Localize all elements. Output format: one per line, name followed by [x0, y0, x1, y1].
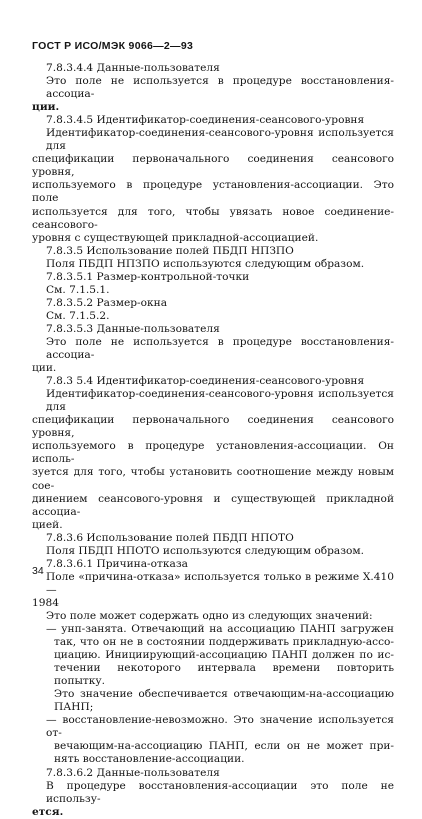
paragraph-line: Это поле не используется в процедуре восстановления-ассоциа- [46, 75, 394, 101]
paragraph-line: Поля ПБДП НПОТО используются следующим образом. [46, 544, 364, 557]
list-item-line: — унп-занята. Отвечающий на ассоциацию ПАНП загружен [46, 623, 394, 636]
section-heading: 7.8.3.6 Использование полей ПБДП НПОТО [46, 531, 294, 544]
section-heading: 7.8.3.6.2 Данные-пользователя [46, 766, 220, 779]
paragraph-line: Идентификатор-соединения-сеансового-уровня используется для [46, 127, 394, 153]
paragraph-line: В процедуре восстановления-ассоциации это поле не использу- [46, 779, 394, 805]
list-item-line: циацию. Инициирующий-ассоциацию ПАНП должен по ис- [54, 649, 394, 662]
document-body [32, 62, 394, 819]
section-heading: 7.8.3 5.4 Идентификатор-соединения-сеансового-уровня [46, 375, 365, 388]
reference-line: См. 7.1.5.2. [46, 309, 110, 322]
paragraph-line: 1984 [32, 596, 59, 609]
paragraph-line: используемого в процедуре установления-ассоциации. Это поле [32, 179, 394, 205]
paragraph-line: спецификации первоначального соединения сеансового уровня, [32, 153, 394, 179]
section-heading: 7.8.3.6.1 Причина-отказа [46, 557, 188, 570]
page-header: ГОСТ Р ИСО/МЭК 9066—2—93 [32, 40, 194, 52]
list-item-line: нять восстановление-ассоциации. [54, 753, 245, 766]
section-heading: 7.8.3.5.2 Размер-окна [46, 296, 168, 309]
page-number: 34 [32, 565, 44, 577]
list-item-line: Это значение обеспечивается отвечающим-на-ассоциацию [54, 688, 394, 701]
reference-line: См. 7.1.5.1. [46, 283, 110, 296]
paragraph-line: ции. [32, 362, 57, 375]
section-heading: 7.8.3.5.3 Данные-пользователя [46, 322, 220, 335]
section-heading: 7.8.3.4.5 Идентификатор-соединения-сеансового-уровня [46, 114, 365, 127]
section-heading: 7.8.3.5 Использование полей ПБДП НПЗПО [46, 244, 294, 257]
paragraph-line: зуется для того, чтобы установить соотношение между новым сое- [32, 466, 394, 492]
list-item-line: вечающим-на-ассоциацию ПАНП, если он не может при- [54, 740, 394, 753]
paragraph-line: Идентификатор-соединения-сеансового-уровня используется для [46, 388, 394, 414]
list-item-line: так, что он не в состоянии поддерживать прикладную-ассо- [54, 636, 394, 649]
paragraph-line: Поля ПБДП НПЗПО используются следующим образом. [46, 257, 365, 270]
list-item-line: ПАНП; [54, 701, 94, 714]
list-item-line: течении некоторого интервала времени повторить попытку. [54, 662, 394, 688]
paragraph-line: Поле «причина-отказа» используется только в режиме Х.410 — [46, 570, 394, 596]
paragraph-line: Это поле может содержать одно из следующих значений: [46, 609, 373, 622]
paragraph-line: используется для того, чтобы увязать новое соединение-сеансового- [32, 205, 394, 231]
paragraph-line: уровня с существующей прикладной-ассоциацией. [32, 231, 319, 244]
paragraph-line: ется. [32, 805, 64, 818]
paragraph-line: динением сеансового-уровня и существующей прикладной ассоциа- [32, 492, 394, 518]
section-heading: 7.8.3.4.4 Данные-пользователя [46, 62, 220, 74]
paragraph-line: цией. [32, 518, 63, 531]
paragraph-line: ции. [32, 101, 60, 114]
paragraph-line: спецификации первоначального соединения сеансового уровня, [32, 414, 394, 440]
list-item-line: — восстановление-невозможно. Это значение используется от- [46, 714, 394, 740]
paragraph-line: Это поле не используется в процедуре восстановления-ассоциа- [46, 335, 394, 362]
paragraph-line: используемого в процедуре установления-ассоциации. Он исполь- [32, 440, 394, 466]
section-heading: 7.8.3.5.1 Размер-контрольной-точки [46, 270, 250, 283]
